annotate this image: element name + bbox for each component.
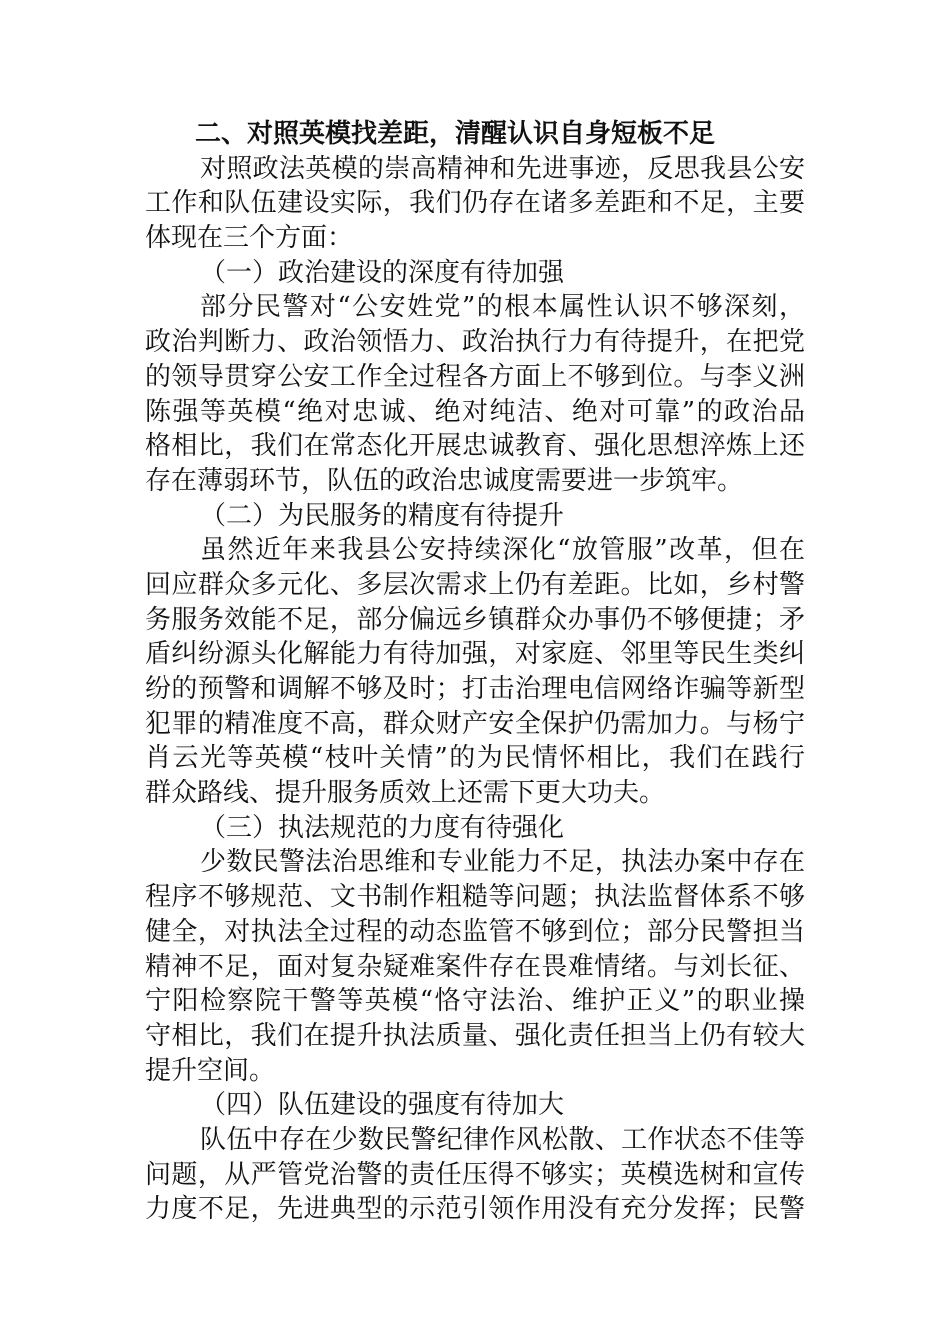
text-line: 犯罪的精准度不高，群众财产安全保护仍需加力。与杨宁 (145, 708, 805, 739)
text-line: 虽然近年来我县公安持续深化“放管服”改革，但在 (200, 535, 805, 566)
section-heading (145, 117, 805, 152)
paragraph (145, 290, 805, 498)
subsection-heading (145, 1088, 805, 1123)
paragraph (145, 533, 805, 811)
text-line: 回应群众多元化、多层次需求上仍有差距。比如，乡村警 (145, 569, 805, 600)
text-line: 工作和队伍建设实际，我们仍存在诸多差距和不足，主要 (145, 188, 805, 219)
subsection-heading (145, 811, 805, 846)
text-line: （三）执法规范的力度有待强化 (200, 812, 565, 843)
text-line: 体现在三个方面： (145, 223, 354, 254)
text-line: （二）为民服务的精度有待提升 (200, 500, 565, 531)
paragraph (145, 1123, 805, 1227)
text-line: 宁阳检察院干警等英模“恪守法治、维护正义”的职业操 (145, 986, 805, 1017)
paragraph (145, 152, 805, 256)
text-line: 政治判断力、政治领悟力、政治执行力有待提升，在把党 (145, 327, 805, 358)
text-line: 守相比，我们在提升执法质量、强化责任担当上仍有较大 (145, 1020, 805, 1051)
text-line: 肖云光等英模“枝叶关情”的为民情怀相比，我们在践行 (145, 743, 805, 774)
paragraph (145, 845, 805, 1088)
text-line: 二、对照英模找差距，清醒认识自身短板不足 (195, 119, 716, 149)
text-line: 存在薄弱环节，队伍的政治忠诚度需要进一步筑牢。 (145, 465, 744, 496)
text-line: 提升空间。 (145, 1055, 276, 1086)
text-line: 格相比，我们在常态化开展忠诚教育、强化思想淬炼上还 (145, 431, 805, 462)
text-line: 陈强等英模“绝对忠诚、绝对纯洁、绝对可靠”的政治品 (145, 396, 805, 427)
text-line: 程序不够规范、文书制作粗糙等问题；执法监督体系不够 (145, 882, 805, 913)
text-line: 务服务效能不足，部分偏远乡镇群众办事仍不够便捷；矛 (145, 604, 805, 635)
text-line: 的领导贯穿公安工作全过程各方面上不够到位。与李义洲 (145, 361, 805, 392)
text-line: 盾纠纷源头化解能力有待加强，对家庭、邻里等民生类纠 (145, 639, 805, 670)
text-line: 精神不足，面对复杂疑难案件存在畏难情绪。与刘长征、 (145, 951, 805, 982)
text-line: （四）队伍建设的强度有待加大 (200, 1090, 565, 1121)
subsection-heading (145, 499, 805, 534)
text-line: 部分民警对“公安姓党”的根本属性认识不够深刻， (200, 292, 805, 323)
text-line: 群众路线、提升服务质效上还需下更大功夫。 (145, 778, 666, 809)
text-line: （一）政治建设的深度有待加强 (200, 257, 565, 288)
text-line: 健全，对执法全过程的动态监管不够到位；部分民警担当 (145, 916, 805, 947)
text-line: 队伍中存在少数民警纪律作风松散、工作状态不佳等 (200, 1124, 805, 1155)
text-line: 问题，从严管党治警的责任压得不够实；英模选树和宣传 (145, 1159, 805, 1190)
text-line: 对照政法英模的崇高精神和先进事迹，反思我县公安 (200, 153, 805, 184)
text-line: 力度不足，先进典型的示范引领作用没有充分发挥；民警 (145, 1194, 805, 1225)
document-page (145, 117, 805, 1227)
subsection-heading (145, 256, 805, 291)
text-line: 少数民警法治思维和专业能力不足，执法办案中存在 (200, 847, 805, 878)
text-line: 纷的预警和调解不够及时；打击治理电信网络诈骗等新型 (145, 674, 805, 704)
